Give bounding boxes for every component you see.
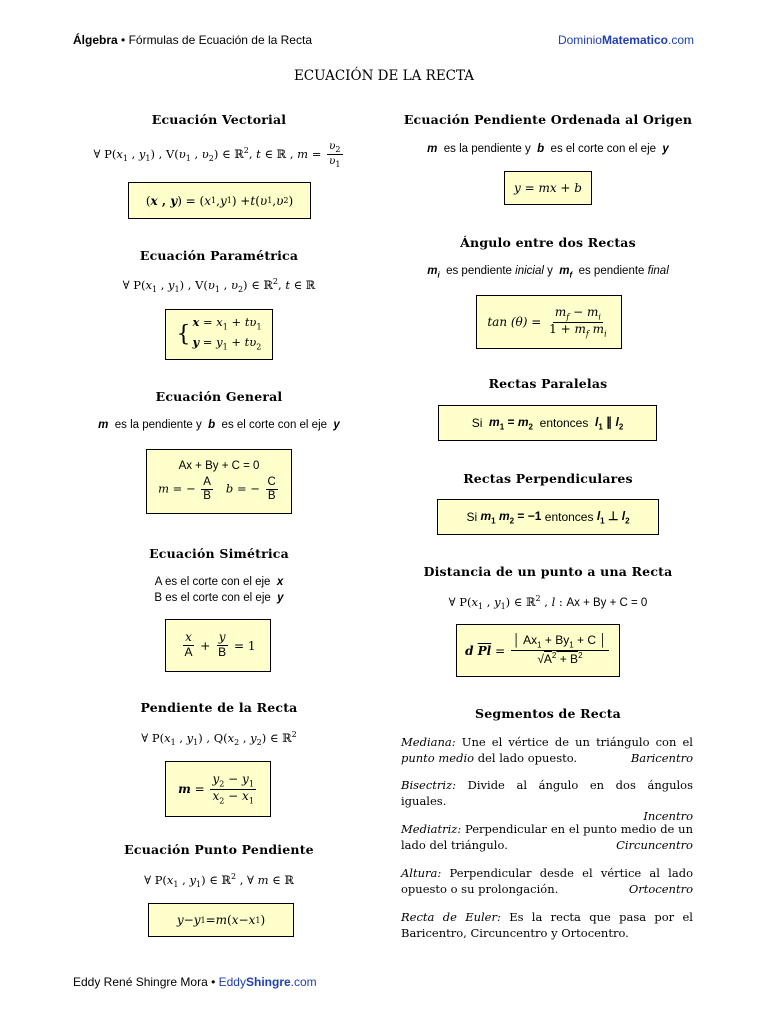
footer — [73, 975, 317, 989]
mediatriz-text: Perpendicular en el punto medio de un lado del triángulo. — [401, 822, 693, 852]
vectorial-formula-box: ( x , y ) = ( x 1 , y 1 ) + t ( υ 1 , υ 2 ) — [128, 182, 311, 219]
euler-term: Recta de Euler: — [401, 910, 501, 924]
ordenada-line-b: es el corte con el eje — [550, 143, 657, 155]
angulo-formula-box: tan (θ) = $\frac{m_f - m_i}{1 + m_f m_i}$ — [476, 295, 622, 349]
header-site-prefix: Dominio — [557, 33, 602, 47]
paralelas-si: Si — [471, 416, 483, 430]
header-site-bold: Matematico — [601, 33, 668, 47]
header-site-suffix: .com — [667, 33, 694, 47]
mediatriz-point: Circuncentro — [616, 837, 693, 852]
pendiente-condition: ∀ $P(x_1$ , $y_1$) , $Q(x_2$ , $y_2$) ∈ ℝ$^2$ — [141, 730, 297, 748]
angulo-text-b: es pendiente — [578, 265, 645, 277]
heading-paralelas: Rectas Paralelas — [488, 376, 608, 391]
footer-author: Eddy René Shingre Mora — [73, 975, 208, 989]
mediatriz-term: Mediatriz: — [401, 822, 462, 836]
footer-site-prefix: Eddy — [218, 975, 246, 989]
simetrica-line2-text: B es el corte con el eje — [154, 592, 271, 604]
angulo-lhs: tan (θ) = — [487, 315, 542, 329]
heading-distancia: Distancia de un punto a una Recta — [423, 564, 673, 579]
page-title: ECUACIÓN DE LA RECTA — [293, 68, 475, 84]
angulo-word-b: final — [647, 265, 669, 277]
euler-text: Es la recta que pasa por el Baricentro, Circuncentro y Ortocentro. — [401, 910, 693, 940]
bisectriz-term: Bisectriz: — [401, 778, 457, 792]
mediana-rest: del lado opuesto. — [477, 750, 578, 765]
simetrica-line1-text: A es el corte con el eje — [154, 576, 271, 588]
header-site-link[interactable] — [558, 33, 694, 47]
distancia-condition: ∀ $P(x_1$ , $y_1$) ∈ ℝ$^2$ , l : Ax + By + C = 0 — [448, 594, 648, 612]
perpendiculares-entonces: entonces — [544, 510, 594, 524]
heading-angulo: Ángulo entre dos Rectas — [460, 235, 636, 250]
angulo-condition: $m_i$ es pendiente inicial y $m_f$ es pendiente final — [427, 265, 669, 280]
general-condition: m es la pendiente y b es el corte con el eje y — [98, 419, 340, 431]
header-subject: Álgebra — [73, 33, 118, 47]
ordenada-formula-box — [504, 171, 592, 205]
mediana-em: punto medio — [401, 750, 475, 765]
altura-term: Altura: — [401, 866, 442, 880]
mediana-text: Une el vértice de un triángulo con el — [461, 735, 693, 749]
heading-ordenada: Ecuación Pendiente Ordenada al Origen — [403, 112, 693, 127]
heading-general: Ecuación General — [155, 389, 283, 404]
paralelas-formula-box: Si $m_1 = m_2$ entonces $l_1$ ∥ $l_2$ — [438, 405, 657, 441]
simetrica-line1: A es el corte con el eje x — [154, 576, 284, 588]
simetrica-formula-box: x A + $\frac{y}{B}$ = 1 — [165, 619, 271, 672]
heading-perpendiculares: Rectas Perpendiculares — [463, 471, 633, 486]
punto-pendiente-condition: ∀ $P(x_1$ , $y_1$) ∈ ℝ$^2$ , ∀ m ∈ ℝ — [144, 872, 294, 890]
heading-pendiente: Pendiente de la Recta — [140, 700, 298, 715]
ordenada-condition: m es la pendiente y b es el corte con el eje y — [427, 143, 669, 155]
segmento-bisectriz — [401, 778, 693, 825]
perpendiculares-si: Si — [466, 510, 478, 524]
header-subject-line — [73, 33, 312, 47]
simetrica-equals: = 1 — [234, 638, 256, 653]
segmento-altura — [401, 866, 693, 897]
vectorial-condition: ∀ $P(x_1$ , $y_1$) , $V(\upsilon_1$ , $\upsilon_2$) ∈ ℝ$^2$, t ∈ ℝ , m = $\frac{\upsilon_2}{\upsilon_1}$ — [93, 140, 341, 170]
altura-text: Perpendicular desde el vértice al lado opuesto o su prolongación. — [401, 866, 693, 896]
punto-pendiente-formula-box: y − y 1 = m ( x − x 1 ) — [148, 903, 294, 937]
mediana-point: Baricentro — [630, 750, 693, 765]
segmento-mediana — [401, 735, 693, 766]
header-separator: • — [117, 33, 129, 47]
parametrica-formula-box: { $x = x_1 + t\upsilon_1$ $y = y_1 + t\upsilon_2$ — [165, 309, 273, 360]
ordenada-formula: y = mx + b — [514, 181, 582, 195]
heading-punto-pendiente: Ecuación Punto Pendiente — [124, 842, 314, 857]
footer-separator: • — [207, 975, 219, 989]
simetrica-line2: B es el corte con el eje y — [154, 592, 284, 604]
segmento-euler — [401, 910, 693, 941]
general-formula-box: Ax + By + C = 0 m = − $\frac{A}{B}$ b = − $\frac{C}{B}$ — [146, 449, 292, 514]
angulo-word-a: inicial — [515, 265, 544, 277]
bisectriz-point: Incentro — [643, 809, 693, 823]
heading-parametrica: Ecuación Paramétrica — [139, 248, 299, 263]
angulo-text-mid: y — [547, 265, 553, 277]
general-line-b: es el corte con el eje — [221, 419, 328, 431]
bisectriz-text: Divide al ángulo en dos ángulos iguales. — [401, 778, 693, 808]
heading-simetrica: Ecuación Simétrica — [149, 546, 289, 561]
footer-site-bold: Shingre — [245, 975, 291, 989]
parametrica-condition: ∀ $P(x_1$ , $y_1$) , $V(\upsilon_1$ , $\upsilon_2$) ∈ ℝ$^2$, t ∈ ℝ — [122, 277, 316, 295]
altura-point: Ortocentro — [628, 881, 693, 896]
header-topic: Fórmulas de Ecuación de la Recta — [128, 33, 312, 47]
mediana-term: Mediana: — [401, 735, 456, 749]
paralelas-entonces: entonces — [539, 416, 589, 430]
ordenada-line-a: es la pendiente y — [443, 143, 531, 155]
distancia-formula-box: d $\overline{Pl}$ = │ $Ax_1 + By_1 + C$ │ $√A^2 + B^2$ — [456, 624, 620, 677]
angulo-text-a: es pendiente — [446, 265, 512, 277]
heading-vectorial: Ecuación Vectorial — [151, 112, 287, 127]
segmento-mediatriz — [401, 822, 693, 853]
pendiente-formula-box: m = $y_2 - y_1$ $x_2 - x_1$ — [165, 761, 271, 817]
footer-site-link[interactable] — [219, 975, 317, 989]
heading-segmentos: Segmentos de Recta — [475, 706, 621, 721]
general-line-a: es la pendiente y — [114, 419, 202, 431]
general-formula: Ax + By + C = 0 — [178, 459, 260, 472]
footer-site-suffix: .com — [290, 975, 317, 989]
perpendiculares-formula-box: Si $m_1$ $m_2 = -1$ entonces $l_1$ ⊥ $l_2$ — [437, 499, 659, 535]
